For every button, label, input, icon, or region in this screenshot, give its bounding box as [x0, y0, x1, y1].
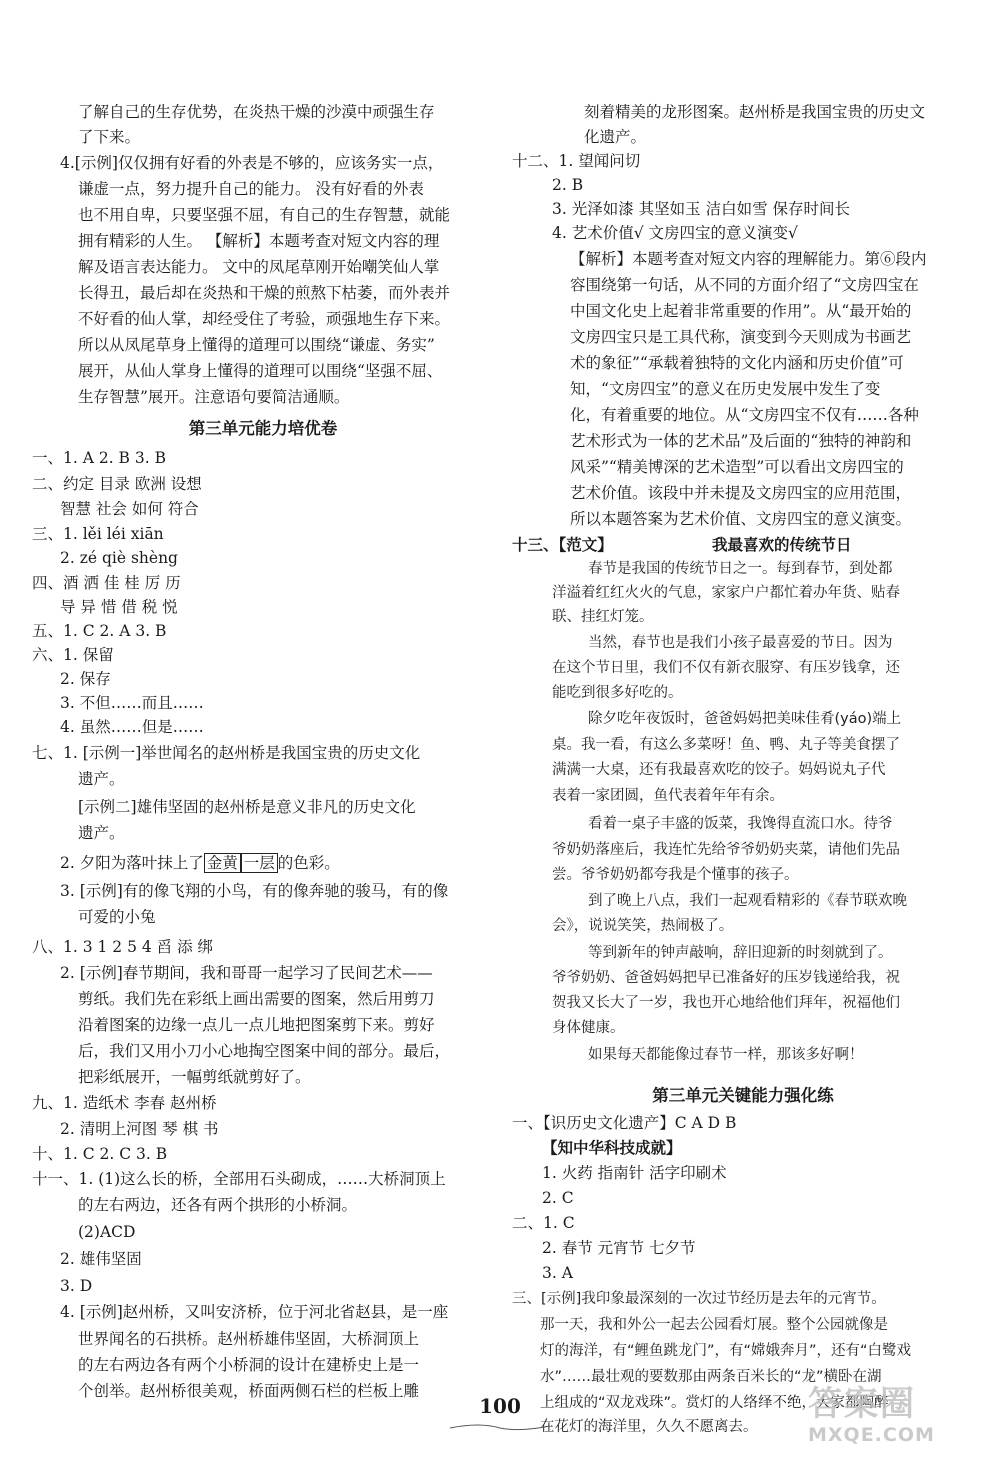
- answer-line: 3. 不但……而且……: [60, 694, 204, 712]
- answer-line: 智慧 社会 如何 符合: [60, 500, 199, 518]
- watermark-bottom: MXQE.COM: [808, 1424, 935, 1446]
- text-line: 了下来。: [78, 128, 141, 146]
- essay-line: 除夕吃年夜饭时，爸爸妈妈把美味佳肴(yáo)端上: [588, 711, 902, 727]
- text-line: 所以从凤尾草身上懂得的道理可以围绕“谦虚、务实”: [78, 336, 435, 354]
- answer-line: 把彩纸展开，一幅剪纸就剪好了。: [78, 1068, 311, 1086]
- text-line: 化遗产。: [584, 128, 647, 146]
- final-answer-line: 水”……最壮观的要数那由两条百米长的“龙”横卧在湖: [540, 1369, 882, 1385]
- answer-line: 2. zé qiè shèng: [60, 549, 178, 567]
- answer-line: 的左右两边，还各有两个拱形的小桥洞。: [78, 1196, 358, 1214]
- essay-line: 联、挂红灯笼。: [552, 609, 654, 625]
- essay-label: 十三、【范文】: [512, 535, 613, 554]
- essay-line: 爷爷奶奶、爸爸妈妈把早已准备好的压岁钱递给我，祝: [552, 970, 900, 986]
- answer-line: 三、1. lěi léi xiān: [32, 525, 164, 543]
- text-line: 展开，从仙人掌身上懂得的道理可以围绕“坚强不屈、: [78, 362, 443, 380]
- essay-line: 在这个节日里，我们不仅有新衣服穿、有压岁钱拿，还: [552, 660, 900, 676]
- answer-line: 二、约定 目录 欧洲 设想: [32, 475, 202, 493]
- answer-line: 1. 火药 指南针 活字印刷术: [542, 1164, 727, 1182]
- boxed-answer-prefix: 2. 夕阳为落叶抹上了: [60, 854, 204, 872]
- text-line: 了解自己的生存优势，在炎热干燥的沙漠中顽强生存: [78, 103, 435, 121]
- essay-line: 春节是我国的传统节日之一。每到春节，到处都: [588, 561, 893, 577]
- answer-line: 3. D: [60, 1277, 93, 1295]
- text-line: 4.[示例]仅仅拥有好看的外表是不够的，应该务实一点，: [60, 154, 444, 172]
- text-line: 术的象征”“承载着独特的文化内涵和历史价值”可: [570, 354, 904, 372]
- answer-line-boxed: [60, 851, 340, 875]
- text-line: 中国文化史上起着非常重要的作用”。从“最开始的: [570, 302, 912, 320]
- answer-line: 遗产。: [78, 824, 125, 842]
- answer-line: 2. 雄伟坚固: [60, 1250, 142, 1268]
- answer-line: 十一、1. (1)这么长的桥，全部用石头砌成，……大桥洞顶上: [32, 1170, 446, 1188]
- essay-line: 身体健康。: [552, 1020, 625, 1036]
- text-line: 也不用自卑，只要坚强不屈，有自己的生存智慧，就能: [78, 206, 451, 224]
- text-line: 艺术价值。该段中并未提及文房四宝的应用范围，: [570, 484, 912, 502]
- final-answer-line: 三、[示例]我印象最深刻的一次过节经历是去年的元宵节。: [512, 1291, 886, 1307]
- essay-line: 如果每天都能像过春节一样，那该多好啊！: [588, 1047, 864, 1063]
- text-line: 解及语言表达能力。 文中的凤尾草刚开始嘲笑仙人掌: [78, 258, 440, 276]
- answer-line: 后，我们又用小刀小心地掏空图案中间的部分。最后，: [78, 1042, 451, 1060]
- text-line: 长得丑，最后却在炎热和干燥的煎熬下枯萎，而外表并: [78, 284, 451, 302]
- answer-line: 沿着图案的边缘一点儿一点儿地把图案剪下来。剪好: [78, 1016, 435, 1034]
- text-line: 所以本题答案为艺术价值、文房四宝的意义演变。: [570, 510, 912, 528]
- essay-line: 洋溢着红红火火的气息，家家户户都忙着办年货、贴春: [552, 585, 900, 601]
- section-title: 第三单元能力培优卷: [188, 419, 338, 438]
- text-line: 风采”“精美博深的艺术造型”可以看出文房四宝的: [570, 458, 904, 476]
- answer-line: 六、1. 保留: [32, 646, 114, 664]
- answer-line: 2. 保存: [60, 670, 111, 688]
- essay-line: 满满一大桌，还有我最喜欢吃的饺子。妈妈说丸子代: [552, 762, 886, 778]
- text-line: 【解析】本题考查对短文内容的理解能力。第⑥段内: [570, 250, 927, 268]
- text-line: 不好看的仙人掌，却经受住了考验，顽强地生存下来。: [78, 310, 451, 328]
- answer-line: 可爱的小兔: [78, 908, 156, 926]
- answer-line: 的左右两边各有两个小桥洞的设计在建桥史上是一: [78, 1356, 420, 1374]
- answer-line: (2)ACD: [78, 1223, 136, 1241]
- text-line: 化，有着重要的地位。从“文房四宝不仅有……各种: [570, 406, 919, 424]
- answer-line: 四、酒 洒 佳 桂 厉 历: [32, 574, 181, 592]
- boxed-word: 一层: [241, 853, 278, 873]
- answer-line: 八、1. 3 1 2 5 4 舀 添 绑: [32, 938, 214, 956]
- final-answer-line: 灯的海洋，有“鲤鱼跳龙门”，有“嫦娥奔月”，还有“白鹭戏: [540, 1343, 912, 1359]
- answer-line: 2. C: [542, 1189, 574, 1207]
- essay-title: 我最喜欢的传统节日: [712, 536, 852, 554]
- essay-line: 贺我又长大了一岁，我也开心地给他们拜年，祝福他们: [552, 995, 900, 1011]
- text-line: 3. 光泽如漆 其坚如玉 洁白如雪 保存时间长: [552, 200, 850, 218]
- answer-line: 3. [示例]有的像飞翔的小鸟，有的像奔驰的骏马，有的像: [60, 882, 449, 900]
- text-line: 艺术形式为一体的艺术品”及后面的“独特的神韵和: [570, 432, 912, 450]
- essay-line: 等到新年的钟声敲响，辞旧迎新的时刻就到了。: [588, 945, 893, 961]
- answer-line: 五、1. C 2. A 3. B: [32, 622, 167, 640]
- answer-line: 一、1. A 2. B 3. B: [32, 449, 166, 467]
- text-line: 知，“文房四宝”的意义在历史发展中发生了变: [570, 380, 881, 398]
- boxed-word: 金黄: [204, 853, 241, 873]
- answer-line: 九、1. 造纸术 李春 赵州桥: [32, 1094, 217, 1112]
- final-answer-line: 在花灯的海洋里，久久不愿离去。: [540, 1419, 758, 1435]
- text-line: 生存智慧”展开。注意语句要简洁通顺。: [78, 388, 350, 406]
- essay-line: 表着一家团圆，鱼代表着年年有余。: [552, 788, 784, 804]
- text-line: 容围绕第一句话，从不同的方面介绍了“文房四宝在: [570, 276, 919, 294]
- text-line: 谦虚一点，努力提升自己的能力。 没有好看的外表: [78, 180, 424, 198]
- answer-line: 遗产。: [78, 770, 125, 788]
- essay-line: 看着一桌子丰盛的饭菜，我馋得直流口水。待爷: [588, 816, 893, 832]
- answer-line: 剪纸。我们先在彩纸上画出需要的图案，然后用剪刀: [78, 990, 435, 1008]
- essay-line: 会》，说说笑笑，热闹极了。: [552, 918, 734, 934]
- answer-line: 2. 春节 元宵节 七夕节: [542, 1239, 696, 1257]
- essay-line: 尝。爷爷奶奶都夸我是个懂事的孩子。: [552, 867, 799, 883]
- essay-line: 爷奶奶落座后，我连忙先给爷爷奶奶夹菜，请他们先品: [552, 842, 900, 858]
- section-title: 第三单元关键能力强化练: [652, 1086, 834, 1105]
- essay-line: 当然，春节也是我们小孩子最喜爱的节日。因为: [588, 635, 893, 651]
- answer-line: 4. 虽然……但是……: [60, 718, 204, 736]
- essay-line: 桌。我一看，有这么多菜呀！鱼、鸭、丸子等美食摆了: [552, 737, 900, 753]
- text-line: 4. 艺术价值√ 文房四宝的意义演变√: [552, 224, 798, 242]
- answer-line: 二、1. C: [512, 1214, 575, 1232]
- boxed-answer-suffix: 的色彩。: [277, 854, 340, 872]
- text-line: 2. B: [552, 176, 584, 194]
- watermark-top: 答案圈: [808, 1384, 916, 1424]
- essay-line: 能吃到很多好吃的。: [552, 685, 683, 701]
- answer-line: 七、1. [示例一]举世闻名的赵州桥是我国宝贵的历史文化: [32, 744, 421, 762]
- answer-line: 世界闻名的石拱桥。赵州桥雄伟坚固，大桥洞顶上: [78, 1330, 420, 1348]
- answer-line: 个创举。赵州桥很美观，桥面两侧石栏的栏板上雕: [78, 1382, 420, 1400]
- answer-line: 3. A: [542, 1264, 573, 1282]
- essay-line: 到了晚上八点，我们一起观看精彩的《春节联欢晚: [588, 893, 907, 909]
- final-answer-line: 那一天，我和外公一起去公园看灯展。整个公园就像是: [540, 1317, 888, 1333]
- answer-line: 2. [示例]春节期间，我和哥哥一起学习了民间艺术——: [60, 964, 433, 982]
- answer-line: 2. 清明上河图 琴 棋 书: [60, 1120, 219, 1138]
- watermark-logo: [808, 1384, 978, 1450]
- text-line: 十二、1. 望闻问切: [512, 152, 641, 170]
- answer-line: 十、1. C 2. C 3. B: [32, 1145, 168, 1163]
- page-number: 100: [479, 1394, 521, 1418]
- answer-line: [示例二]雄伟坚固的赵州桥是意义非凡的历史文化: [78, 798, 416, 816]
- answer-line: 导 异 惜 借 税 悦: [60, 598, 178, 616]
- text-line: 刻着精美的龙形图案。赵州桥是我国宝贵的历史文: [584, 103, 926, 121]
- final-answer-line: 上组成的“双龙戏珠”。赏灯的人络绎不绝，大家都陶醉: [540, 1395, 889, 1411]
- answer-line: 【知中华科技成就】: [542, 1138, 682, 1157]
- text-line: 文房四宝只是工具代称，演变到今天则成为书画艺: [570, 328, 912, 346]
- text-line: 拥有精彩的人生。 【解析】本题考查对短文内容的理: [78, 232, 440, 250]
- answer-line: 一、【识历史文化遗产】C A D B: [512, 1114, 737, 1132]
- page-number-ornament: [440, 1422, 560, 1432]
- answer-line: 4. [示例]赵州桥，又叫安济桥，位于河北省赵县，是一座: [60, 1303, 449, 1321]
